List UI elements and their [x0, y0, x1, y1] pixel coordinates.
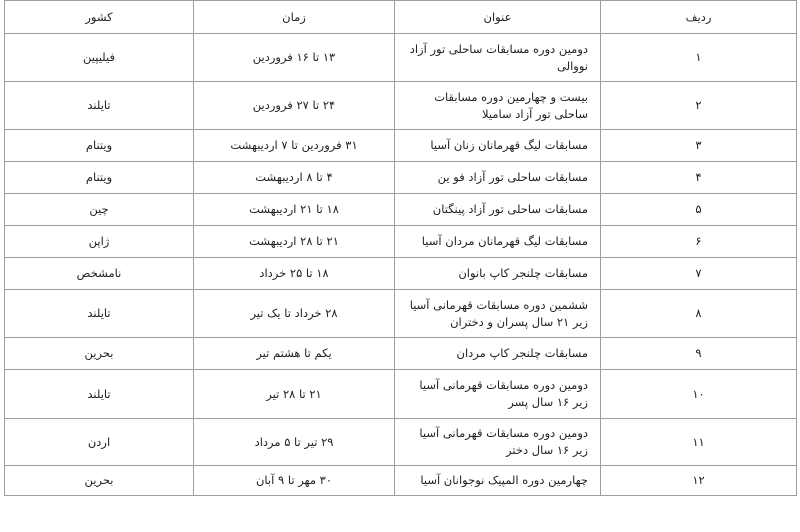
cell-country: تایلند — [5, 290, 194, 338]
cell-country: فیلیپین — [5, 34, 194, 82]
cell-title: بیست و چهارمین دوره مسابقات ساحلی تور آزاد سامیلا — [395, 82, 601, 130]
cell-time: ۱۳ تا ۱۶ فروردین — [194, 34, 395, 82]
cell-title: چهارمین دوره المپیک نوجوانان آسیا — [395, 466, 601, 496]
table-row — [5, 419, 797, 466]
table-row — [5, 290, 797, 338]
cell-index: ۸ — [601, 290, 797, 338]
cell-title: ششمین دوره مسابقات قهرمانی آسیا زیر ۲۱ سال پسران و دختران — [395, 290, 601, 338]
cell-time: ۲۱ تا ۲۸ اردیبهشت — [194, 226, 395, 258]
table-row — [5, 194, 797, 226]
cell-index: ۴ — [601, 162, 797, 194]
table-row — [5, 162, 797, 194]
cell-title: دومین دوره مسابقات قهرمانی آسیا زیر ۱۶ سال دختر — [395, 419, 601, 466]
cell-title: مسابقات چلنجر کاپ مردان — [395, 338, 601, 370]
table-row — [5, 82, 797, 130]
cell-time: یکم تا هشتم تیر — [194, 338, 395, 370]
cell-time: ۲۱ تا ۲۸ تیر — [194, 370, 395, 419]
cell-title: مسابقات لیگ قهرمانان مردان آسیا — [395, 226, 601, 258]
cell-title: دومین دوره مسابقات ساحلی تور آزاد نووالی — [395, 34, 601, 82]
cell-title: دومین دوره مسابقات قهرمانی آسیا زیر ۱۶ سال پسر — [395, 370, 601, 419]
cell-index: ۶ — [601, 226, 797, 258]
table-row — [5, 34, 797, 82]
header-title: عنوان — [395, 1, 601, 34]
cell-country: نامشخص — [5, 258, 194, 290]
cell-country: اردن — [5, 419, 194, 466]
cell-country: بحرین — [5, 338, 194, 370]
cell-index: ۵ — [601, 194, 797, 226]
cell-index: ۹ — [601, 338, 797, 370]
header-country: کشور — [5, 1, 194, 34]
cell-index: ۳ — [601, 130, 797, 162]
cell-index: ۲ — [601, 82, 797, 130]
cell-time: ۳۰ مهر تا ۹ آبان — [194, 466, 395, 496]
cell-time: ۲۸ خرداد تا یک تیر — [194, 290, 395, 338]
cell-title: مسابقات چلنجر کاپ بانوان — [395, 258, 601, 290]
cell-time: ۴ تا ۸ اردیبهشت — [194, 162, 395, 194]
cell-index: ۱ — [601, 34, 797, 82]
cell-index: ۷ — [601, 258, 797, 290]
cell-title: مسابقات ساحلی تور آزاد پینگتان — [395, 194, 601, 226]
cell-title: مسابقات ساحلی تور آزاد فو ین — [395, 162, 601, 194]
cell-country: ویتنام — [5, 162, 194, 194]
header-time: زمان — [194, 1, 395, 34]
cell-index: ۱۱ — [601, 419, 797, 466]
cell-time: ۲۹ تیر تا ۵ مرداد — [194, 419, 395, 466]
cell-country: تایلند — [5, 82, 194, 130]
cell-time: ۳۱ فروردین تا ۷ اردیبهشت — [194, 130, 395, 162]
schedule-table — [4, 0, 797, 496]
header-row — [5, 1, 797, 34]
cell-time: ۱۸ تا ۲۱ اردیبهشت — [194, 194, 395, 226]
cell-time: ۱۸ تا ۲۵ خرداد — [194, 258, 395, 290]
cell-title: مسابقات لیگ قهرمانان زنان آسیا — [395, 130, 601, 162]
table-row — [5, 226, 797, 258]
table-row — [5, 130, 797, 162]
cell-country: ژاپن — [5, 226, 194, 258]
cell-index: ۱۲ — [601, 466, 797, 496]
header-index: ردیف — [601, 1, 797, 34]
cell-country: تایلند — [5, 370, 194, 419]
cell-country: ویتنام — [5, 130, 194, 162]
table-row — [5, 258, 797, 290]
cell-time: ۲۴ تا ۲۷ فروردین — [194, 82, 395, 130]
cell-index: ۱۰ — [601, 370, 797, 419]
cell-country: چین — [5, 194, 194, 226]
table-row — [5, 370, 797, 419]
table-row — [5, 466, 797, 496]
table-row — [5, 338, 797, 370]
cell-country: بحرین — [5, 466, 194, 496]
